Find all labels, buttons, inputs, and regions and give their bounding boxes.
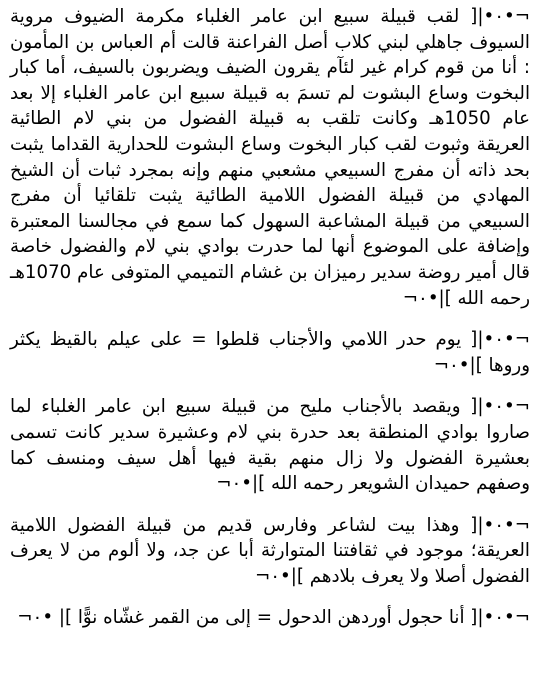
paragraph-ajnab-explanation: ¬•٠•|[ ويقصد بالأجناب مليح من قبيلة سبيع ابن عامر الغلباء لما صاروا بوادي المنطقة بعد حدرة بني لام وعشيرة سدير كانت تسمى بعشيرة الفضول ولا زال منهم بقية فيها أهل سيف ومنسف كما وصفهم حميدان الشويعر رحمه الله ]|•٠¬ <box>10 396 530 495</box>
paragraph-fudul-poet: ¬•٠•|[ وهذا بيت لشاعر وفارس قديم من قبيلة الفضول اللامية العريقة؛ موجود في ثقافتنا المتوارثة أبا عن جد، ولا ألوم من لا يعرف الفضول أصلا ولا يعرف بلادهم ]|•٠¬ <box>10 514 530 587</box>
paragraph-verse-hujul: ¬•٠•|[ أنا حجول أوردهن الدحول = إلى من القمر غشّاه نوًّا ]| •٠¬ <box>17 607 530 629</box>
paragraph-verse-lami: ¬•٠•|[ يوم حدر اللامي والأجناب قلطوا = على عيلم بالقيظ يكثر وروها ]|•٠¬ <box>10 329 530 376</box>
paragraph-laqab-subay: ¬•٠•|[ لقب قبيلة سبيع ابن عامر الغلباء مكرمة الضيوف مروية السيوف جاهلي لبني كلاب أصل الفراعنة قالت أم العباس بن المأمون : أنا من قوم كرام غير لئآم يقرون الضيف ويضربون بالسيف، أما كبار البخوت وساع البشوت لم تسمَ به قبيلة سبيع ابن عامر الغلباء إلا بعد عام 1050هـ وكانت تلقب به قبيلة الفضول من بني لام الطائية العريقة وثبوت لقب كبار البخوت وساع البشوت للحدارية القداما يثبت بحد ذاته أن مفرج السبيعي مشعبي منهم وإنه بمجرد ثبات أن الشيخ المهادي من قبيلة الفضول اللامية الطائية يثبت تلقائيا أن مفرج السبيعي من قبيلة المشاعبة السهول كما سمع في مجالسنا المعتبرة وإضافة على الموضوع أنها لما حدرت بوادي بني لام والفضول خاصة قال أمير روضة سدير رميزان بن غشام التميمي المتوفى عام 1070هـ رحمه الله ]|•٠¬ <box>10 6 531 309</box>
